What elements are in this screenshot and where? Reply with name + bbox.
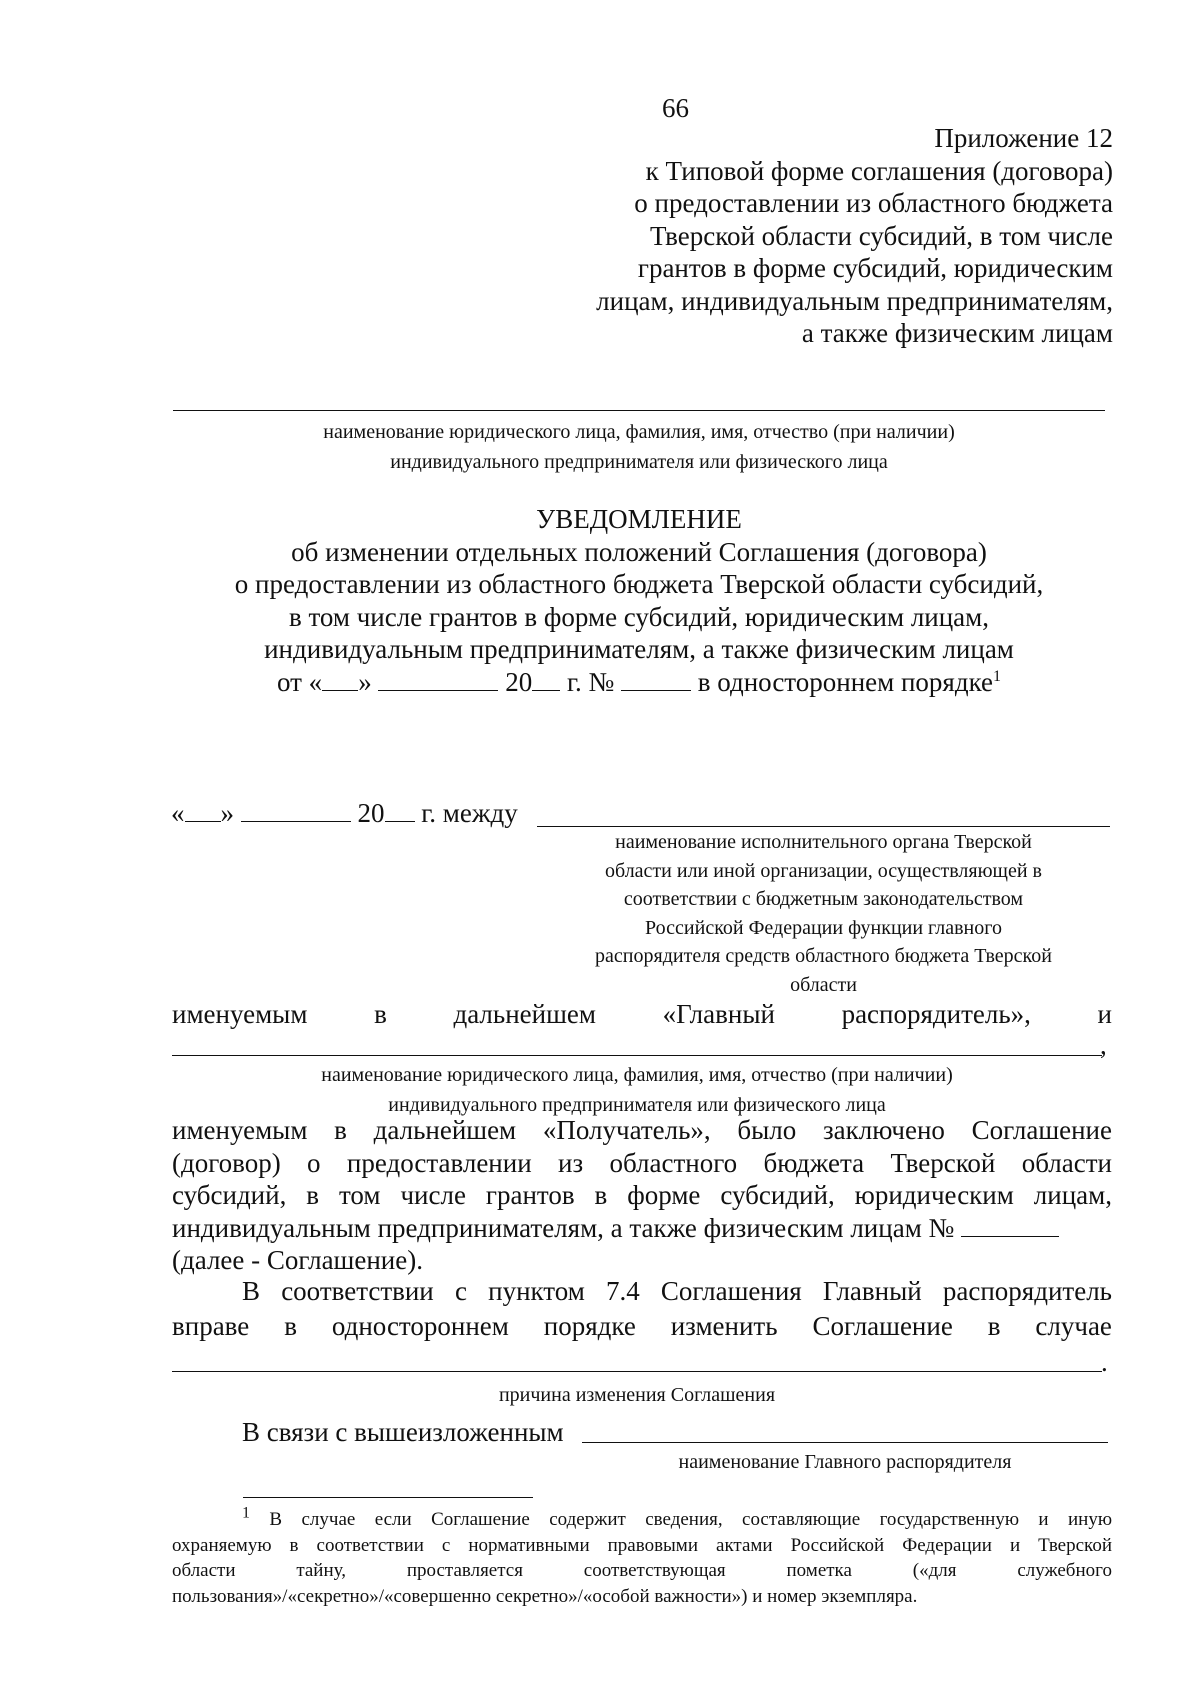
footnote-line: охраняемую в соответствии с нормативными правовыми актами Российской Федерации и Тверской: [172, 1534, 1112, 1556]
agreement-number-blank: [961, 1214, 1059, 1237]
body-line: (далее - Соглашение).: [172, 1245, 423, 1275]
appendix-line: Тверской области субсидий, в том числе: [650, 220, 1113, 251]
authority-name-line-2: [582, 1442, 1108, 1443]
date-number-line: от « » 20 г. № в одностороннем порядке$^1$: [276, 666, 1001, 697]
named-line: именуемым в дальнейшем «Главный распорядитель», и: [172, 999, 1112, 1029]
footnote-separator: [243, 1497, 533, 1498]
notice-title: [173, 503, 1105, 698]
caption-line: области или иной организации, осуществляющей в: [605, 859, 1042, 882]
number-blank: [621, 668, 691, 691]
page-number: 66: [662, 93, 689, 123]
appendix-line: лицам, индивидуальным предпринимателям,: [596, 285, 1113, 316]
reason-caption: причина изменения Соглашения: [498, 1384, 776, 1406]
title-line: о предоставлении из областного бюджета Тверской области субсидий,: [234, 569, 1044, 599]
body-line: субсидий, в том числе грантов в форме субсидий, юридическим лицам,: [172, 1180, 1112, 1210]
reason-line: [172, 1371, 1102, 1372]
caption-line: индивидуального предпринимателя или физического лица: [390, 451, 888, 473]
day-blank: [322, 668, 358, 691]
title-line: индивидуальным предпринимателям, а также физическим лицам: [264, 634, 1014, 664]
consequence-text: В связи с вышеизложенным: [242, 1417, 564, 1447]
caption-line: области: [790, 973, 857, 996]
clause-line-1: В соответствии с пунктом 7.4 Соглашения Главный распорядитель: [242, 1276, 1112, 1306]
footnote-mark: 1: [242, 1504, 250, 1522]
authority-caption: [537, 828, 1110, 999]
recipient-caption-2: [172, 1060, 1102, 1120]
body-line: именуемым в дальнейшем «Получатель», было заключено Соглашение: [172, 1115, 1112, 1145]
notice-heading: УВЕДОМЛЕНИЕ: [536, 504, 742, 534]
footnote-line: $^1$ В случае если Соглашение содержит сведения, составляющие государственную и иную: [242, 1504, 1113, 1530]
body-paragraph: [172, 1114, 1112, 1277]
footnote-line: области тайну, проставляется соответствующая пометка («для служебного: [172, 1560, 1112, 1581]
caption-line: наименование юридического лица, фамилия, имя, отчество (при наличии): [323, 421, 955, 443]
appendix-line: о предоставлении из областного бюджета: [634, 188, 1113, 218]
recipient-caption: [173, 417, 1105, 477]
appendix-block: [480, 122, 1113, 350]
year-blank: [532, 668, 560, 691]
footnote: [172, 1504, 1113, 1609]
body-line: (договор) о предоставлении из областного бюджета Тверской области: [172, 1147, 1112, 1178]
year-blank: [385, 799, 415, 822]
consequence-caption: наименование Главного распорядителя: [678, 1451, 1012, 1473]
title-line: в том числе грантов в форме субсидий, юридическим лицам,: [288, 601, 990, 632]
appendix-line: а также физическим лицам: [801, 318, 1113, 348]
footnote-line: пользования»/«секретно»/«совершенно секретно»/«особой важности») и номер экземпляра.: [172, 1585, 918, 1607]
caption-line: Российской Федерации функции главного: [645, 916, 1002, 939]
appendix-line: к Типовой форме соглашения (договора): [645, 155, 1113, 186]
appendix-line: Приложение 12: [934, 123, 1113, 153]
line-comma: ,: [1100, 1030, 1107, 1060]
caption-line: соответствии с бюджетным законодательством: [623, 888, 1024, 910]
clause-line-2: вправе в одностороннем порядке изменить Соглашение в случае: [172, 1311, 1112, 1341]
month-blank: [378, 668, 498, 691]
caption-line: распорядителя средств областного бюджета Тверской: [595, 945, 1052, 967]
line-period: .: [1101, 1347, 1108, 1377]
recipient-name-line: [173, 410, 1105, 411]
caption-line: наименование исполнительного органа Тверской: [615, 831, 1032, 853]
month-blank: [241, 799, 351, 822]
title-line: об изменении отдельных положений Соглашения (договора): [291, 536, 987, 567]
recipient-name-line-2: [172, 1055, 1102, 1056]
caption-line: индивидуального предпринимателя или физического лица: [388, 1094, 886, 1116]
authority-name-line: [537, 826, 1110, 827]
caption-line: наименование юридического лица, фамилия, имя, отчество (при наличии): [321, 1064, 953, 1086]
between-line: « » 20 г. между: [171, 798, 518, 828]
appendix-line: грантов в форме субсидий, юридическим: [637, 253, 1113, 283]
footnote-ref: 1: [993, 667, 1001, 685]
day-blank: [185, 799, 221, 822]
body-line: индивидуальным предпринимателям, а также физическим лицам №: [172, 1212, 1112, 1245]
